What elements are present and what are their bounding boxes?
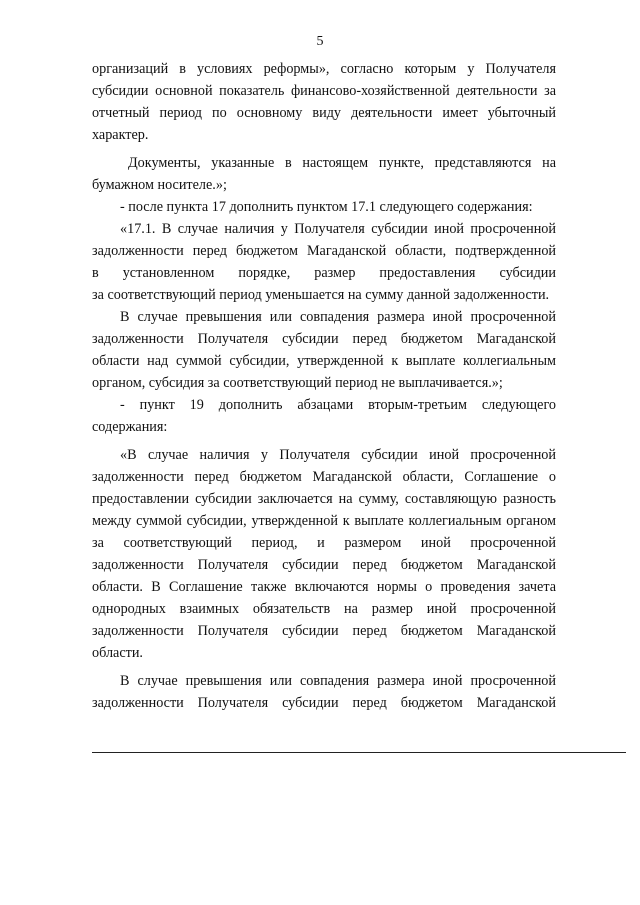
text-line: В случае превышения или совпадения размера иной просроченной — [120, 673, 556, 689]
text-line: «В случае наличия у Получателя субсидии иной просроченной — [120, 447, 556, 463]
paragraph — [92, 218, 556, 306]
text-line: в установленном порядке, размер предоставления субсидии — [92, 265, 556, 281]
text-line: однородных взаимных обязательств на размер иной просроченной — [92, 601, 556, 617]
text-line: задолженности Получателя субсидии перед бюджетом Магаданской — [92, 695, 556, 711]
text-line: Документы, указанные в настоящем пункте, представляются на — [128, 155, 556, 171]
text-line: области над суммой субсидии, утвержденной к выплате коллегиальным — [92, 353, 556, 369]
paragraph — [92, 196, 556, 218]
paragraph — [92, 394, 556, 438]
text-line: В случае превышения или совпадения размера иной просроченной — [120, 309, 556, 325]
text-line: задолженности перед бюджетом Магаданской области, подтвержденной — [92, 243, 556, 259]
text-line: задолженности Получателя субсидии перед бюджетом Магаданской — [92, 623, 556, 639]
text-line: отчетный период по основному виду деятельности имеет убыточный — [92, 105, 556, 121]
text-line: содержания: — [92, 419, 168, 435]
text-line: задолженности перед бюджетом Магаданской области, Соглашение о — [92, 469, 556, 485]
text-line: предоставлении субсидии заключается на сумму, составляющую разность — [92, 491, 556, 507]
paragraph — [92, 670, 556, 714]
text-line: - пункт 19 дополнить абзацами вторым-третьим следующего — [120, 397, 556, 413]
text-line: задолженности Получателя субсидии перед бюджетом Магаданской — [92, 331, 556, 347]
text-line: бумажном носителе.»; — [92, 177, 227, 193]
text-line: за соответствующий период уменьшается на сумму данной задолженности. — [92, 287, 550, 303]
text-line: - после пункта 17 дополнить пунктом 17.1 следующего содержания: — [120, 199, 533, 215]
paragraph — [92, 306, 556, 394]
text-line: характер. — [92, 127, 149, 143]
text-line: за соответствующий период, и размером иной просроченной — [92, 535, 556, 551]
text-line: органом, субсидия за соответствующий период не выплачивается.»; — [92, 375, 503, 391]
paragraph — [92, 444, 556, 664]
text-line: субсидии основной показатель финансово-хозяйственной деятельности за — [92, 83, 556, 99]
text-line: «17.1. В случае наличия у Получателя субсидии иной просроченной — [120, 221, 556, 237]
document-body — [92, 58, 556, 714]
page-number: 5 — [316, 34, 324, 49]
text-line: задолженности Получателя субсидии перед бюджетом Магаданской — [92, 557, 556, 573]
text-line: между суммой субсидии, утвержденной к выплате коллегиальным органом — [92, 513, 556, 529]
text-line: области. — [92, 645, 143, 661]
footer-rule — [92, 752, 626, 753]
paragraph — [92, 58, 556, 146]
text-line: области. В Соглашение также включаются нормы о проведения зачета — [92, 579, 556, 595]
text-line: организаций в условиях реформы», согласно которым у Получателя — [92, 61, 556, 77]
paragraph — [92, 152, 556, 196]
